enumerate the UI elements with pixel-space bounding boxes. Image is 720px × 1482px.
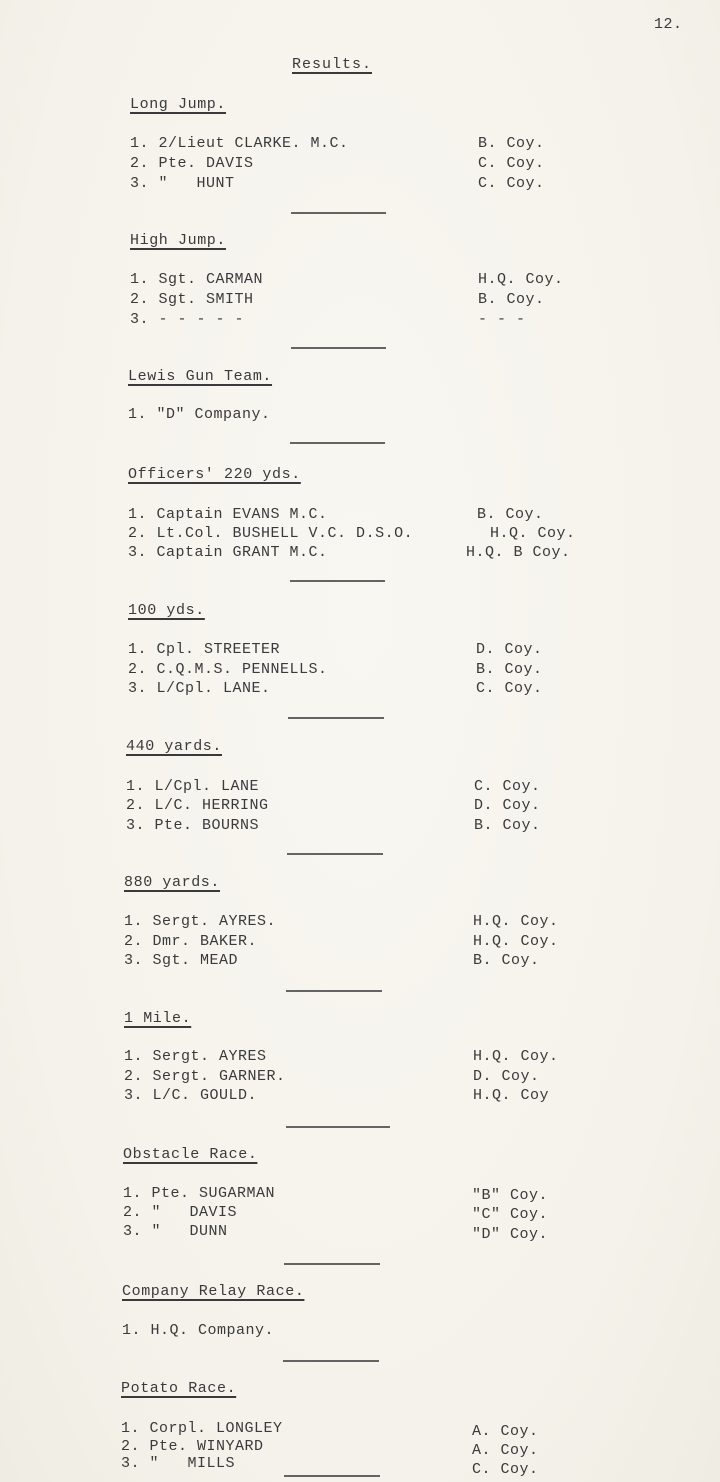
position: 2. <box>130 155 150 172</box>
position: 1. <box>124 913 144 930</box>
event-heading-obstacle-race: Obstacle Race. <box>123 1146 258 1163</box>
section-divider <box>290 442 385 444</box>
result-row <box>121 1455 235 1475</box>
position: 3. <box>126 817 146 834</box>
position: 2. <box>130 291 150 308</box>
section-divider <box>284 1475 380 1477</box>
result-row <box>128 544 328 564</box>
company: B. Coy. <box>473 952 540 969</box>
position: 3. <box>124 1087 144 1104</box>
result-row <box>124 952 238 972</box>
result-row <box>124 1068 286 1088</box>
result-row <box>123 1185 275 1205</box>
section-divider <box>288 717 384 719</box>
position: 3. <box>124 952 144 969</box>
competitor-name: Dmr. BAKER. <box>152 933 258 950</box>
position: 1. <box>128 406 148 423</box>
event-heading-880-yards: 880 yards. <box>124 874 221 891</box>
competitor-name: H.Q. Company. <box>150 1322 275 1339</box>
competitor-name: Sgt. SMITH <box>158 291 254 308</box>
company: "B" Coy. <box>472 1187 549 1204</box>
page-title: Results. <box>292 56 373 73</box>
competitor-name: Pte. WINYARD <box>149 1438 264 1455</box>
competitor-name: Pte. SUGARMAN <box>151 1185 276 1202</box>
position: 3. <box>130 311 150 328</box>
result-row <box>124 913 276 933</box>
position: 2. <box>124 1068 144 1085</box>
competitor-name: Captain EVANS M.C. <box>156 506 328 523</box>
result-row <box>130 155 254 175</box>
company: D. Coy. <box>473 1068 540 1085</box>
company: A. Coy. <box>472 1442 539 1459</box>
position: 2. <box>121 1438 141 1455</box>
page-number: 12. <box>654 16 683 33</box>
competitor-name: Sgt. CARMAN <box>158 271 264 288</box>
company: C. Coy. <box>478 175 545 192</box>
company: A. Coy. <box>472 1423 539 1440</box>
company: D. Coy. <box>474 797 541 814</box>
company: "D" Coy. <box>472 1226 549 1243</box>
company: H.Q. Coy. <box>490 525 576 542</box>
position: 3. <box>130 175 150 192</box>
result-row <box>124 1087 257 1107</box>
company: B. Coy. <box>476 661 543 678</box>
competitor-name: Pte. BOURNS <box>154 817 260 834</box>
result-row <box>126 797 269 817</box>
event-heading-lewis-gun-team: Lewis Gun Team. <box>128 368 273 385</box>
event-heading-company-relay-race: Company Relay Race. <box>122 1283 305 1300</box>
competitor-name: "D" Company. <box>156 406 271 423</box>
section-divider <box>291 212 386 214</box>
competitor-name: " HUNT <box>158 175 235 192</box>
competitor-name: " MILLS <box>149 1455 236 1472</box>
result-row <box>128 506 328 526</box>
result-row <box>128 680 271 700</box>
section-divider <box>291 347 386 349</box>
event-heading-440-yards: 440 yards. <box>126 738 223 755</box>
company: B. Coy. <box>474 817 541 834</box>
competitor-name: C.Q.M.S. PENNELLS. <box>156 661 328 678</box>
competitor-name: " DAVIS <box>151 1204 238 1221</box>
result-row <box>124 933 257 953</box>
event-heading-long-jump: Long Jump. <box>130 96 227 113</box>
result-row <box>128 641 280 661</box>
position: 2. <box>128 525 148 542</box>
result-row <box>126 778 259 798</box>
event-heading-officers-220: Officers' 220 yds. <box>128 466 301 483</box>
company: C. Coy. <box>478 155 545 172</box>
result-row <box>123 1204 237 1224</box>
position: 1. <box>124 1048 144 1065</box>
result-row <box>122 1322 274 1342</box>
company: H.Q. Coy. <box>473 1048 559 1065</box>
position: 3. <box>121 1455 141 1472</box>
competitor-name: Sgt. MEAD <box>152 952 239 969</box>
competitor-name: Sergt. AYRES <box>152 1048 267 1065</box>
position: 1. <box>122 1322 142 1339</box>
competitor-name: Corpl. LONGLEY <box>149 1420 283 1437</box>
company: H.Q. Coy. <box>473 933 559 950</box>
company: C. Coy. <box>476 680 543 697</box>
result-row <box>130 175 235 195</box>
result-row <box>130 311 244 331</box>
result-row <box>126 817 259 837</box>
company: B. Coy. <box>478 291 545 308</box>
position: 3. <box>123 1223 143 1240</box>
company: "C" Coy. <box>472 1206 549 1223</box>
result-row <box>121 1420 283 1440</box>
section-divider <box>286 990 382 992</box>
competitor-name: 2/Lieut CLARKE. M.C. <box>158 135 349 152</box>
position: 1. <box>130 271 150 288</box>
position: 1. <box>126 778 146 795</box>
event-heading-high-jump: High Jump. <box>130 232 227 249</box>
company: H.Q. Coy <box>473 1087 550 1104</box>
company: - - - <box>478 311 526 328</box>
position: 2. <box>124 933 144 950</box>
section-divider <box>287 853 383 855</box>
result-row <box>130 271 263 291</box>
result-row <box>128 406 271 426</box>
section-divider <box>286 1126 390 1128</box>
position: 2. <box>128 661 148 678</box>
competitor-name: L/Cpl. LANE <box>154 778 260 795</box>
position: 1. <box>121 1420 141 1437</box>
company: D. Coy. <box>476 641 543 658</box>
section-divider <box>283 1360 379 1362</box>
result-row <box>128 525 413 545</box>
company: C. Coy. <box>472 1461 539 1478</box>
competitor-name: L/C. GOULD. <box>152 1087 258 1104</box>
competitor-name: " DUNN <box>151 1223 228 1240</box>
company: B. Coy. <box>478 135 545 152</box>
position: 3. <box>128 680 148 697</box>
competitor-name: L/C. HERRING <box>154 797 269 814</box>
competitor-name: Pte. DAVIS <box>158 155 254 172</box>
event-heading-1-mile: 1 Mile. <box>124 1010 192 1027</box>
result-row <box>128 661 328 681</box>
position: 2. <box>123 1204 143 1221</box>
company: B. Coy. <box>477 506 544 523</box>
competitor-name: Lt.Col. BUSHELL V.C. D.S.O. <box>156 525 414 542</box>
position: 1. <box>130 135 150 152</box>
company: H.Q. Coy. <box>473 913 559 930</box>
result-row <box>130 135 349 155</box>
position: 1. <box>128 641 148 658</box>
competitor-name: - - - - - <box>158 311 245 328</box>
position: 3. <box>128 544 148 561</box>
competitor-name: Cpl. STREETER <box>156 641 281 658</box>
position: 1. <box>123 1185 143 1202</box>
result-row <box>130 291 254 311</box>
section-divider <box>290 580 385 582</box>
company: H.Q. Coy. <box>478 271 564 288</box>
competitor-name: Sergt. GARNER. <box>152 1068 286 1085</box>
competitor-name: L/Cpl. LANE. <box>156 680 271 697</box>
position: 2. <box>126 797 146 814</box>
position: 1. <box>128 506 148 523</box>
event-heading-100-yds: 100 yds. <box>128 602 205 619</box>
event-heading-potato-race: Potato Race. <box>121 1380 237 1397</box>
company: H.Q. B Coy. <box>466 544 571 561</box>
competitor-name: Sergt. AYRES. <box>152 913 277 930</box>
result-row <box>123 1223 228 1243</box>
result-row <box>124 1048 267 1068</box>
section-divider <box>284 1263 380 1265</box>
company: C. Coy. <box>474 778 541 795</box>
competitor-name: Captain GRANT M.C. <box>156 544 328 561</box>
